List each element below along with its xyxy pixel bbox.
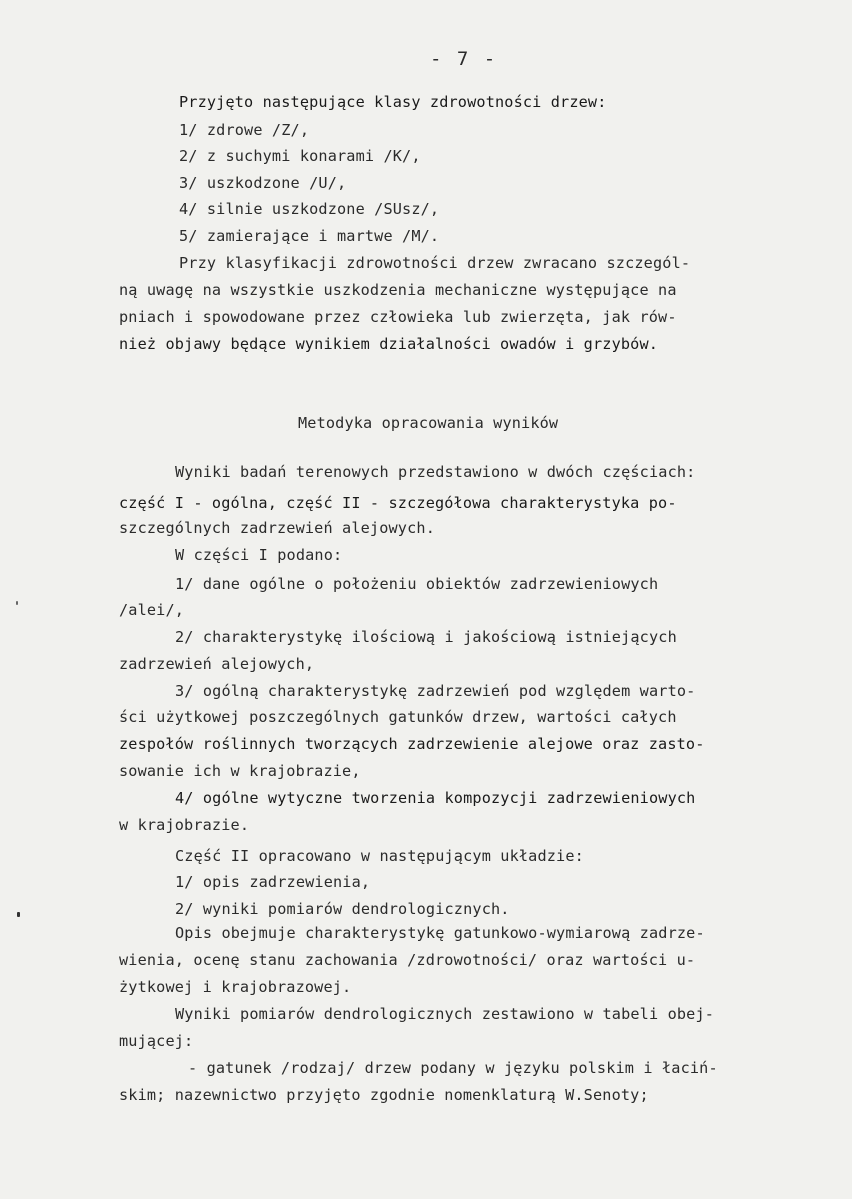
text-line: 4/ ogólne wytyczne tworzenia kompozycji zadrzewieniowych (175, 789, 696, 807)
text-line: Przy klasyfikacji zdrowotności drzew zwracano szczegól- (179, 254, 691, 272)
text-line: 5/ zamierające i martwe /M/. (179, 227, 440, 245)
text-line: część I - ogólna, część II - szczegółowa charakterystyka po- (119, 494, 677, 512)
text-line: W części I podano: (175, 546, 343, 564)
text-line: 1/ zdrowe /Z/, (179, 121, 310, 139)
section-heading: Metodyka opracowania wyników (298, 414, 559, 432)
text-line: Część II opracowano w następującym układzie: (175, 847, 584, 865)
text-line: ną uwagę na wszystkie uszkodzenia mechaniczne występujące na (119, 281, 677, 299)
text-line: Opis obejmuje charakterystykę gatunkowo-wymiarową zadrze- (175, 924, 705, 942)
text-line: nież objawy będące wynikiem działalności owadów i grzybów. (119, 335, 659, 353)
text-line: wienia, ocenę stanu zachowania /zdrowotności/ oraz wartości u- (119, 951, 696, 969)
scan-speck (16, 601, 18, 605)
text-line: /alei/, (119, 601, 185, 619)
scan-speck (17, 912, 20, 917)
text-line: 4/ silnie uszkodzone /SUsz/, (179, 200, 440, 218)
text-line: 1/ opis zadrzewienia, (175, 873, 371, 891)
text-line: Wyniki badań terenowych przedstawiono w dwóch częściach: (175, 463, 696, 481)
text-line: w krajobrazie. (119, 816, 250, 834)
text-line: sowanie ich w krajobrazie, (119, 762, 361, 780)
text-line: żytkowej i krajobrazowej. (119, 978, 352, 996)
text-line: 1/ dane ogólne o położeniu obiektów zadrzewieniowych (175, 575, 659, 593)
text-line: - gatunek /rodzaj/ drzew podany w języku polskim i łaciń- (188, 1059, 718, 1077)
text-line: skim; nazewnictwo przyjęto zgodnie nomenklaturą W.Senoty; (119, 1086, 649, 1104)
text-line: 2/ z suchymi konarami /K/, (179, 147, 421, 165)
text-line: 2/ wyniki pomiarów dendrologicznych. (175, 900, 510, 918)
page-number: - 7 - (430, 48, 498, 70)
text-line: szczególnych zadrzewień alejowych. (119, 519, 435, 537)
text-line: Wyniki pomiarów dendrologicznych zestawiono w tabeli obej- (175, 1005, 715, 1023)
text-line: ści użytkowej poszczególnych gatunków drzew, wartości całych (119, 708, 677, 726)
text-line: 3/ ogólną charakterystykę zadrzewień pod względem warto- (175, 682, 696, 700)
text-line: pniach i spowodowane przez człowieka lub zwierzęta, jak rów- (119, 308, 677, 326)
text-line: 3/ uszkodzone /U/, (179, 174, 347, 192)
text-line: Przyjęto następujące klasy zdrowotności drzew: (179, 93, 607, 111)
text-line: zadrzewień alejowych, (119, 655, 315, 673)
text-line: 2/ charakterystykę ilościową i jakościową istniejących (175, 628, 677, 646)
text-line: mującej: (119, 1032, 194, 1050)
text-line: zespołów roślinnych tworzących zadrzewienie alejowe oraz zasto- (119, 735, 705, 753)
